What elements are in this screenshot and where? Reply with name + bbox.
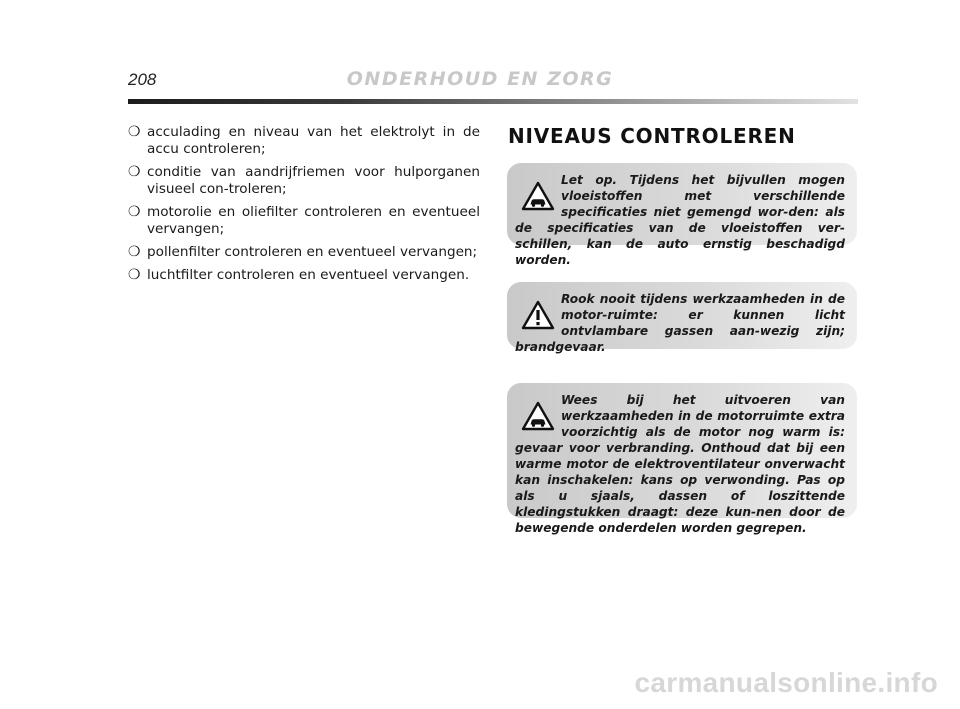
maintenance-checklist — [128, 124, 480, 290]
watermark: carmanualsonline.info — [634, 667, 938, 698]
car-warning-triangle-icon — [515, 392, 561, 440]
section-title: NIVEAUS CONTROLEREN — [508, 124, 796, 148]
list-item-text: conditie van aandrijfriemen voor hulporganen visueel con-troleren; — [147, 164, 480, 197]
list-item — [128, 124, 480, 158]
bullet-marker: ❍ — [128, 164, 141, 180]
car-warning-triangle-icon — [515, 172, 561, 220]
bullet-marker: ❍ — [128, 244, 141, 260]
bullet-marker: ❍ — [128, 204, 141, 220]
bullet-marker: ❍ — [128, 267, 141, 283]
list-item-text: motorolie en oliefilter controleren en eventueel vervangen; — [147, 204, 480, 237]
list-item-text: luchtfilter controleren en eventueel vervangen. — [147, 267, 470, 283]
list-item — [128, 267, 480, 284]
running-title: ONDERHOUD EN ZORG — [346, 68, 614, 90]
list-item-text: acculading en niveau van het elektrolyt in de accu controleren; — [147, 124, 480, 157]
warning-text: Let op. Tijdens het bijvullen mogen vloeistoffen met verschillende specificaties niet gemengd wor-den: als de specificaties van de vloeistoffen ver-schillen, kan de auto ernstig beschadigd worden. — [515, 173, 845, 267]
warning-box-hot-engine — [507, 383, 857, 535]
exclamation-warning-triangle-icon — [515, 291, 561, 339]
warning-box-no-smoking — [507, 282, 857, 354]
warning-box-fluid-mixing — [507, 163, 857, 267]
header-rule — [128, 99, 858, 104]
list-item — [128, 164, 480, 198]
warning-text: Wees bij het uitvoeren van werkzaamheden in de motorruimte extra voorzichtig als de motor nog warm is: gevaar voor verbranding. Onthoud dat bij een warme motor de elektroventilateur onverwacht kan inschakelen: kans op verwonding. Pas op als u sjaals, dassen of loszittende kledingstukken draagt: deze kun-nen door de bewegende onderdelen worden gegrepen. — [515, 393, 845, 535]
bullet-marker: ❍ — [128, 124, 141, 140]
list-item — [128, 244, 480, 261]
list-item — [128, 204, 480, 238]
list-item-text: pollenfilter controleren en eventueel vervangen; — [147, 244, 478, 260]
page-number: 208 — [128, 70, 157, 89]
warning-text: Rook nooit tijdens werkzaamheden in de motor-ruimte: er kunnen licht ontvlambare gassen aan-wezig zijn; brandgevaar. — [515, 292, 845, 354]
